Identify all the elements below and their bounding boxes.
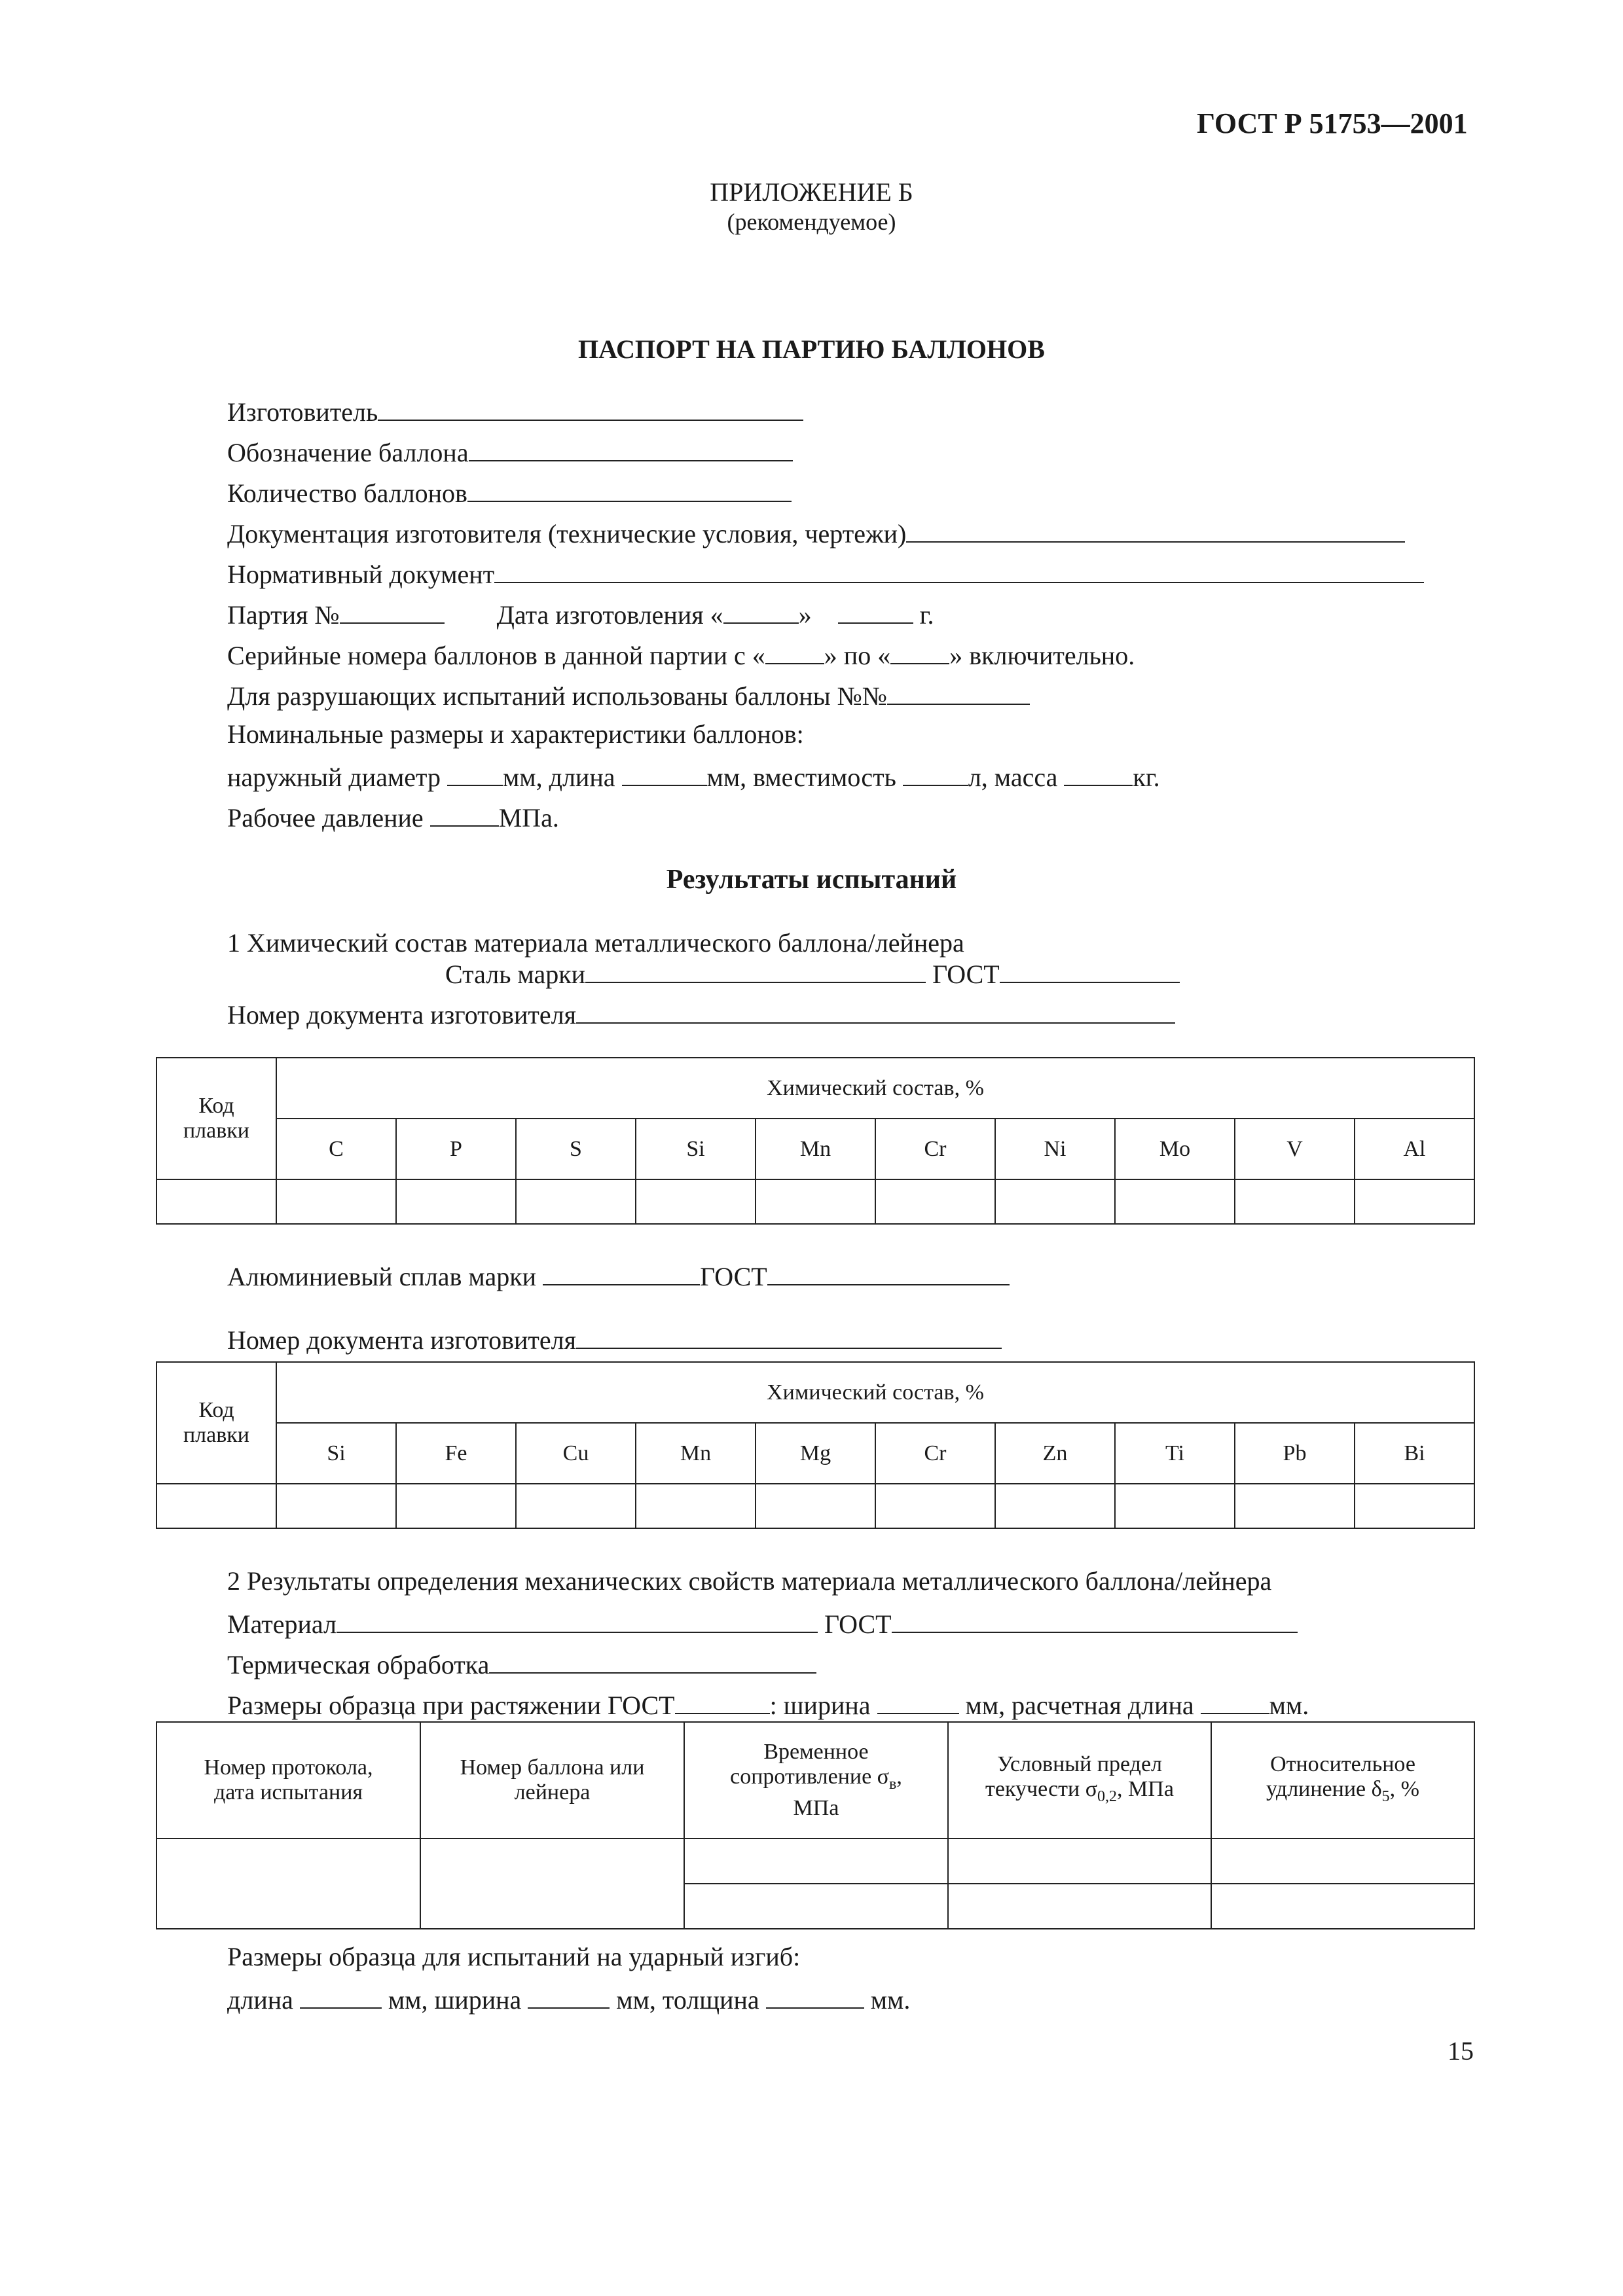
impact-width-field[interactable] <box>528 1982 610 2009</box>
tensile-strength-header: Временное сопротивление $\sigma_в$, МПа <box>684 1722 948 1839</box>
table-cell[interactable] <box>1115 1484 1235 1528</box>
table-cell[interactable] <box>276 1179 396 1224</box>
table-cell[interactable] <box>1355 1484 1474 1528</box>
table-cell[interactable] <box>156 1839 420 1929</box>
tensile-line: Размеры образца при растяжении ГОСТ : ширина мм, расчетная длина мм. <box>227 1688 1309 1721</box>
batch-date-line: Партия № Дата изготовления « » г. <box>227 598 934 630</box>
yield-strength-header: Условный предел текучести $\sigma_{0,2}$, МПа <box>948 1722 1211 1839</box>
cylinder-number-header: Номер баллона или лейнера <box>420 1722 684 1839</box>
element-header: Mn <box>636 1423 756 1484</box>
material-line: Материал ГОСТ <box>227 1607 1298 1640</box>
table-cell[interactable] <box>948 1884 1211 1929</box>
heat-treatment-field[interactable] <box>489 1647 816 1674</box>
table-cell[interactable] <box>1211 1884 1474 1929</box>
element-header: Si <box>636 1119 756 1179</box>
steel-doc-field[interactable] <box>576 997 1175 1024</box>
table-cell[interactable] <box>396 1484 516 1528</box>
steel-grade-line: Сталь марки ГОСТ <box>445 957 1180 990</box>
table-cell[interactable] <box>156 1179 276 1224</box>
table-cell[interactable] <box>1235 1179 1355 1224</box>
aluminum-composition-table <box>156 1361 1475 1529</box>
capacity-field[interactable] <box>903 760 968 786</box>
manufacturer-line: Изготовитель <box>227 395 803 427</box>
element-header: V <box>1235 1119 1355 1179</box>
table-cell[interactable] <box>1211 1839 1474 1884</box>
appendix-title: ПРИЛОЖЕНИЕ Б <box>710 177 913 207</box>
composition-header: Химический состав, % <box>276 1362 1474 1423</box>
aluminum-grade-line: Алюминиевый сплав марки ГОСТ <box>227 1259 1010 1292</box>
table-cell[interactable] <box>684 1839 948 1884</box>
mechanical-properties-table <box>156 1721 1475 1929</box>
documentation-line: Документация изготовителя (технические условия, чертежи) <box>227 516 1405 549</box>
impact-heading: Размеры образца для испытаний на ударный изгиб: <box>227 1942 801 1971</box>
standard-number: ГОСТ Р 51753—2001 <box>1197 107 1468 139</box>
mass-field[interactable] <box>1064 760 1133 786</box>
element-header: Bi <box>1355 1423 1474 1484</box>
table-cell[interactable] <box>516 1484 636 1528</box>
aluminum-gost-field[interactable] <box>767 1259 1010 1285</box>
table-cell[interactable] <box>516 1179 636 1224</box>
composition-header: Химический состав, % <box>276 1058 1474 1119</box>
normative-line: Нормативный документ <box>227 557 1424 590</box>
impact-length-field[interactable] <box>300 1982 382 2009</box>
table-cell[interactable] <box>756 1484 875 1528</box>
element-header: Si <box>276 1423 396 1484</box>
table-cell[interactable] <box>636 1179 756 1224</box>
element-header: Cr <box>875 1423 995 1484</box>
element-header: Mo <box>1115 1119 1235 1179</box>
length-field[interactable] <box>622 760 707 786</box>
element-header: Cu <box>516 1423 636 1484</box>
passport-title: ПАСПОРТ НА ПАРТИЮ БАЛЛОНОВ <box>578 334 1045 364</box>
tensile-length-field[interactable] <box>1201 1688 1269 1714</box>
dimensions-line: наружный диаметр мм, длина мм, вместимость л, масса кг. <box>227 760 1160 793</box>
element-header: Ti <box>1115 1423 1235 1484</box>
table-cell[interactable] <box>420 1839 684 1929</box>
table-cell[interactable] <box>156 1484 276 1528</box>
appendix-subtitle: (рекомендуемое) <box>727 209 896 235</box>
impact-line: длина мм, ширина мм, толщина мм. <box>227 1982 910 2015</box>
heat-code-header: Код плавки <box>156 1362 276 1484</box>
protocol-header: Номер протокола, дата испытания <box>156 1722 420 1839</box>
element-header: Zn <box>995 1423 1115 1484</box>
table-cell[interactable] <box>1235 1484 1355 1528</box>
table-cell[interactable] <box>995 1179 1115 1224</box>
element-header: Al <box>1355 1119 1474 1179</box>
steel-doc-line: Номер документа изготовителя <box>227 997 1175 1030</box>
material-field[interactable] <box>337 1607 818 1633</box>
year-field[interactable] <box>838 598 913 624</box>
destructive-line: Для разрушающих испытаний использованы баллоны №№ <box>227 679 1030 711</box>
element-header: Pb <box>1235 1423 1355 1484</box>
impact-thickness-field[interactable] <box>766 1982 864 2009</box>
steel-grade-field[interactable] <box>585 957 926 983</box>
table-cell[interactable] <box>636 1484 756 1528</box>
steel-gost-field[interactable] <box>1000 957 1180 983</box>
quantity-field[interactable] <box>467 476 792 502</box>
element-header: Mn <box>756 1119 875 1179</box>
element-header: Fe <box>396 1423 516 1484</box>
serial-to-field[interactable] <box>890 638 949 664</box>
documentation-field[interactable] <box>906 516 1405 543</box>
table-cell[interactable] <box>276 1484 396 1528</box>
designation-line: Обозначение баллона <box>227 435 793 468</box>
normative-field[interactable] <box>494 557 1424 583</box>
manufacturer-field[interactable] <box>378 395 803 421</box>
quantity-line: Количество баллонов <box>227 476 792 509</box>
steel-composition-table <box>156 1057 1475 1225</box>
diameter-field[interactable] <box>447 760 503 786</box>
tensile-width-field[interactable] <box>877 1688 959 1714</box>
table-cell[interactable] <box>1115 1179 1235 1224</box>
nominal-heading: Номинальные размеры и характеристики баллонов: <box>227 719 804 749</box>
serial-line: Серийные номера баллонов в данной партии с « » по « » включительно. <box>227 638 1135 671</box>
element-header: C <box>276 1119 396 1179</box>
table-row <box>156 1839 1474 1884</box>
table-cell[interactable] <box>875 1179 995 1224</box>
table-row <box>156 1484 1474 1528</box>
pressure-field[interactable] <box>430 800 499 827</box>
table-cell[interactable] <box>875 1484 995 1528</box>
table-cell[interactable] <box>684 1884 948 1929</box>
page-number: 15 <box>1448 2036 1474 2066</box>
element-header: Mg <box>756 1423 875 1484</box>
designation-field[interactable] <box>469 435 793 461</box>
aluminum-grade-field[interactable] <box>543 1259 700 1285</box>
elongation-header: Относительное удлинение $\delta_5$, % <box>1211 1722 1474 1839</box>
element-header: P <box>396 1119 516 1179</box>
material-gost-field[interactable] <box>892 1607 1298 1633</box>
results-title: Результаты испытаний <box>666 865 957 895</box>
table-cell[interactable] <box>995 1484 1115 1528</box>
element-header: S <box>516 1119 636 1179</box>
aluminum-doc-line: Номер документа изготовителя <box>227 1323 1002 1355</box>
heat-treatment-line: Термическая обработка <box>227 1647 816 1680</box>
chem-heading: 1 Химический состав материала металлического баллона/лейнера <box>227 928 964 958</box>
destructive-field[interactable] <box>887 679 1030 705</box>
tensile-gost-field[interactable] <box>675 1688 770 1714</box>
serial-from-field[interactable] <box>765 638 824 664</box>
table-row <box>156 1179 1474 1224</box>
table-cell[interactable] <box>756 1179 875 1224</box>
pressure-line: Рабочее давление МПа. <box>227 800 559 833</box>
table-cell[interactable] <box>396 1179 516 1224</box>
heat-code-header: Код плавки <box>156 1058 276 1179</box>
batch-field[interactable] <box>340 598 445 624</box>
date-field[interactable] <box>723 598 799 624</box>
table-cell[interactable] <box>1355 1179 1474 1224</box>
element-header: Cr <box>875 1119 995 1179</box>
aluminum-doc-field[interactable] <box>576 1323 1002 1349</box>
element-header: Ni <box>995 1119 1115 1179</box>
table-cell[interactable] <box>948 1839 1211 1884</box>
mech-heading: 2 Результаты определения механических свойств материала металлического баллона/лейнера <box>227 1566 1272 1596</box>
